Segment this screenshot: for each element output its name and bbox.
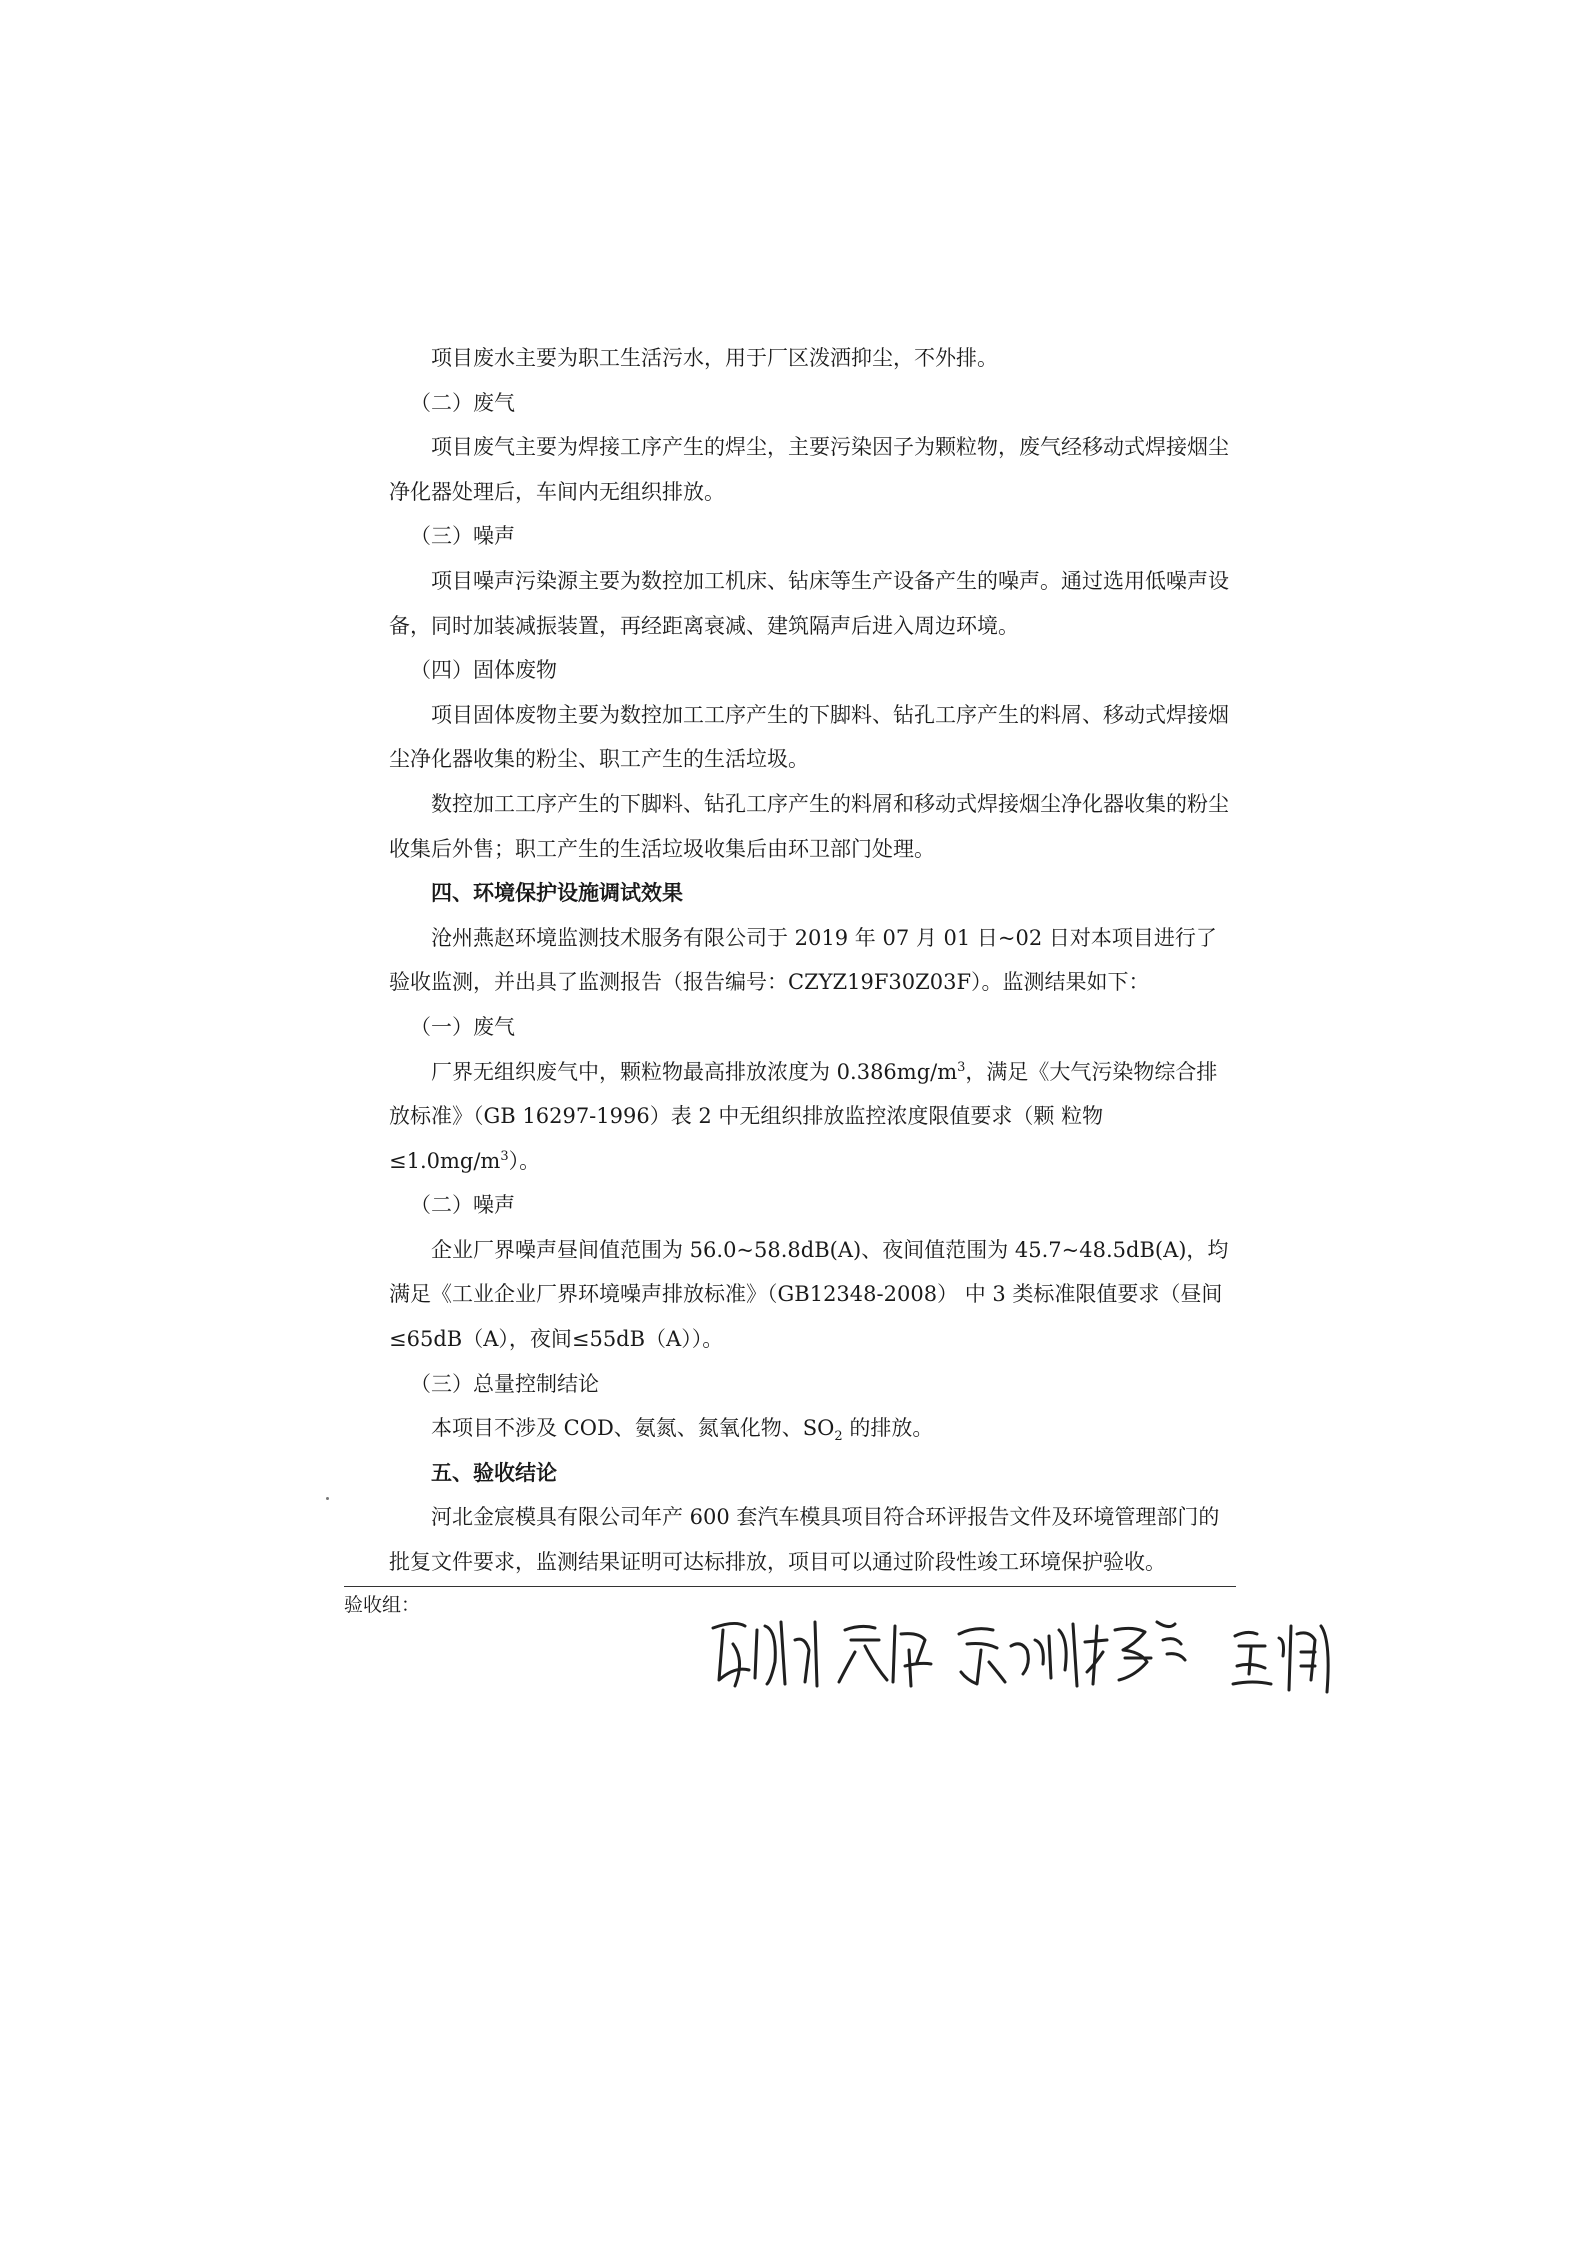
signature-label: 验收组：: [344, 1594, 421, 1616]
paragraph-solid-waste-disposal: 数控加工工序产生的下脚料、钻孔工序产生的料屑和移动式焊接烟尘净化器收集的粉尘收集后外售；职工产生的生活垃圾收集后由环卫部门处理。: [389, 791, 1229, 861]
heading-total-control: （三）总量控制结论: [410, 1371, 599, 1396]
superscript: 3: [500, 1148, 509, 1164]
superscript: 3: [957, 1059, 966, 1075]
signature-2: [839, 1626, 931, 1686]
handwritten-signatures: [705, 1600, 1345, 1710]
signature-5: [1233, 1626, 1328, 1692]
text-run: ，满足《大气污染物综合排放标准》（GB 16297-1996）表 2 中无组织排放监控浓度限值要求（颗 粒物≤1.0mg/m: [389, 1059, 1218, 1173]
signature-1: [713, 1622, 817, 1686]
signature-4: [1085, 1622, 1185, 1684]
text-run: ）。: [508, 1148, 541, 1173]
text-run: 厂界无组织废气中，颗粒物最高排放浓度为 0.386mg/m: [431, 1059, 958, 1084]
paragraph-wastewater: 项目废水主要为职工生活污水，用于厂区泼洒抑尘，不外排。: [431, 346, 998, 370]
heading-waste-gas-result: （一）废气: [410, 1014, 515, 1039]
signature-3: [959, 1624, 1077, 1686]
heading-noise: （三）噪声: [410, 524, 515, 549]
document-body: [389, 336, 1237, 1585]
paragraph-monitoring: 沧州燕赵环境监测技术服务有限公司于 2019 年 07 月 01 日~02 日对本项目进行了验收监测，并出具了监测报告（报告编号：CZYZ19F30Z03F）。监测结果如下：: [389, 925, 1217, 995]
paragraph-noise: 项目噪声污染源主要为数控加工机床、钻床等生产设备产生的噪声。通过选用低噪声设备，同时加装减振装置，再经距离衰减、建筑隔声后进入周边环境。: [389, 568, 1229, 638]
paragraph-total-control: [389, 1406, 1237, 1451]
scan-speck: [326, 1497, 329, 1500]
signature-rule: [344, 1586, 1236, 1587]
heading-solid-waste: （四）固体废物: [410, 658, 557, 683]
subscript: 2: [834, 1429, 843, 1445]
text-run: 本项目不涉及 COD、氨氮、氮氧化物、SO: [431, 1416, 835, 1441]
paragraph-waste-gas-result: [389, 1050, 1237, 1184]
heading-waste-gas: （二）废气: [410, 390, 515, 415]
text-run: 的排放。: [842, 1416, 934, 1441]
heading-section-5: 五、验收结论: [431, 1459, 557, 1485]
paragraph-conclusion: 河北金宸模具有限公司年产 600 套汽车模具项目符合环评报告文件及环境管理部门的批复文件要求，监测结果证明可达标排放，项目可以通过阶段性竣工环境保护验收。: [389, 1505, 1220, 1575]
heading-noise-result: （二）噪声: [410, 1193, 515, 1218]
paragraph-noise-result: 企业厂界噪声昼间值范围为 56.0~58.8dB(A)、夜间值范围为 45.7~48.5dB(A)，均满足《工业企业厂界环境噪声排放标准》（GB12348-2008） 中 3 类标准限值要求（昼间≤65dB（A），夜间≤55dB（A））。: [389, 1237, 1229, 1352]
paragraph-waste-gas: 项目废气主要为焊接工序产生的焊尘，主要污染因子为颗粒物，废气经移动式焊接烟尘净化器处理后，车间内无组织排放。: [389, 435, 1229, 504]
paragraph-solid-waste: 项目固体废物主要为数控加工工序产生的下脚料、钻孔工序产生的料屑、移动式焊接烟尘净化器收集的粉尘、职工产生的生活垃圾。: [389, 702, 1229, 772]
heading-section-4: 四、环境保护设施调试效果: [431, 880, 683, 906]
